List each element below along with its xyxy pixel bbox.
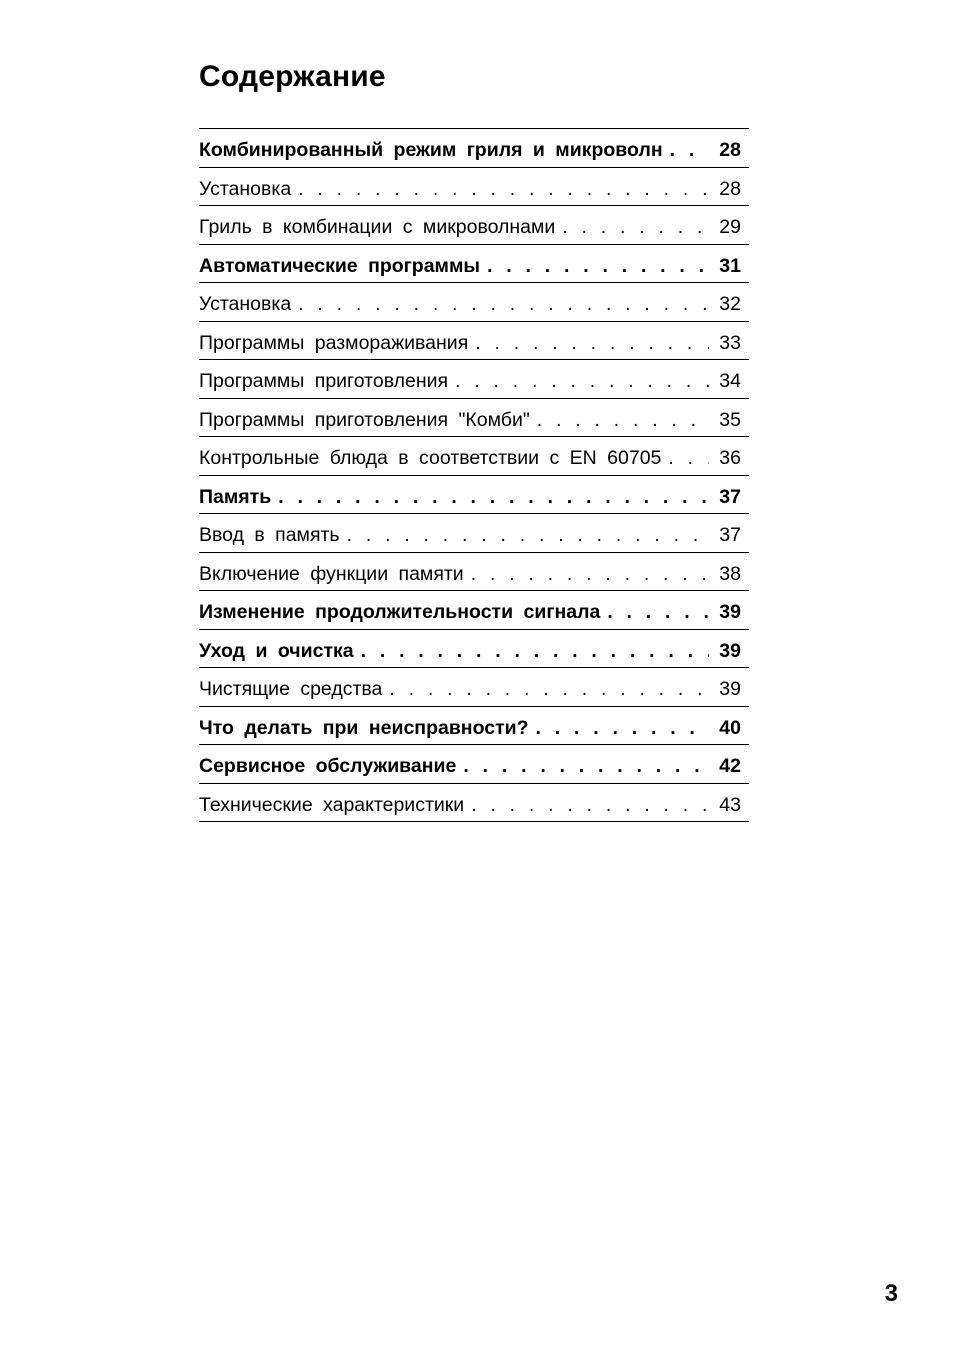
toc-dot-leader (468, 322, 709, 361)
toc-entry-page: 40 (719, 716, 741, 739)
toc-dot-leader (464, 784, 709, 823)
toc-entry-title: Изменение продолжительности сигнала (199, 601, 601, 623)
toc-entry-page: 32 (719, 293, 741, 315)
toc-entry-title: Контрольные блюда в соответствии с EN 60705 (199, 447, 662, 469)
toc-entry-title: Память (199, 485, 272, 508)
toc-entry-title: Автоматические программы (199, 254, 481, 277)
toc-dot-leader (291, 283, 709, 322)
toc-entry[interactable] (199, 245, 749, 284)
toc-entry-page: 36 (719, 447, 741, 469)
toc-entry[interactable] (199, 399, 749, 438)
toc-entry-page: 38 (719, 562, 741, 585)
toc-entry[interactable] (199, 784, 749, 823)
toc-entry[interactable] (199, 745, 749, 784)
toc-entry-title: Программы приготовления (199, 370, 449, 392)
toc-entry-page: 39 (719, 601, 741, 623)
toc-entry[interactable] (199, 514, 749, 553)
toc-entry[interactable] (199, 476, 749, 515)
toc-entry-page: 28 (719, 177, 741, 200)
toc-entry[interactable] (199, 129, 749, 168)
toc-dot-leader (530, 399, 709, 438)
toc-dot-leader (480, 245, 709, 284)
toc-entry-title: Программы приготовления "Комби" (199, 408, 530, 431)
toc-entry-title: Ввод в память (199, 524, 340, 546)
table-of-contents (199, 128, 749, 822)
toc-entry-title: Технические характеристики (199, 793, 465, 816)
toc-entry[interactable] (199, 360, 749, 399)
toc-entry-page: 42 (719, 755, 741, 777)
toc-entry[interactable] (199, 668, 749, 707)
toc-dot-leader (291, 168, 709, 207)
toc-entry-page: 37 (719, 485, 741, 508)
toc-dot-leader (464, 553, 709, 592)
toc-entry-title: Установка (199, 177, 292, 200)
toc-entry-page: 39 (719, 639, 741, 662)
toc-dot-leader (382, 668, 709, 707)
toc-entry-page: 34 (719, 370, 741, 392)
toc-entry[interactable] (199, 591, 749, 630)
toc-dot-leader (354, 630, 709, 669)
toc-entry[interactable] (199, 206, 749, 245)
toc-entry-title: Включение функции памяти (199, 562, 464, 585)
toc-entry[interactable] (199, 283, 749, 322)
toc-entry-title: Установка (199, 293, 292, 315)
toc-dot-leader (600, 591, 709, 630)
toc-entry[interactable] (199, 630, 749, 669)
toc-entry-page: 31 (719, 254, 741, 277)
toc-entry[interactable] (199, 553, 749, 592)
toc-entry-page: 43 (719, 793, 741, 816)
toc-entry[interactable] (199, 322, 749, 361)
toc-dot-leader (555, 206, 709, 245)
toc-entry[interactable] (199, 168, 749, 207)
toc-entry-title: Гриль в комбинации с микроволнами (199, 216, 556, 238)
toc-entry-title: Что делать при неисправности? (199, 716, 529, 739)
toc-entry-title: Уход и очистка (199, 639, 354, 662)
toc-entry-title: Сервисное обслуживание (199, 755, 457, 777)
toc-dot-leader (340, 514, 709, 553)
toc-dot-leader (448, 360, 709, 399)
toc-entry-title: Чистящие средства (199, 678, 383, 700)
toc-dot-leader (271, 476, 709, 515)
toc-entry-page: 33 (719, 331, 741, 354)
page-title: Содержание (199, 60, 386, 93)
page-number: 3 (884, 1280, 898, 1307)
toc-entry-page: 29 (719, 216, 741, 238)
toc-entry-page: 37 (719, 524, 741, 546)
toc-entry-title: Комбинированный режим гриля и микроволн (199, 139, 663, 161)
toc-entry-page: 39 (719, 678, 741, 700)
toc-entry[interactable] (199, 437, 749, 476)
toc-entry-page: 28 (719, 139, 741, 161)
toc-dot-leader (456, 745, 709, 784)
toc-dot-leader (661, 437, 709, 476)
toc-entry[interactable] (199, 707, 749, 746)
toc-dot-leader (663, 129, 709, 168)
toc-entry-page: 35 (719, 408, 741, 431)
toc-dot-leader (529, 707, 709, 746)
toc-entry-title: Программы размораживания (199, 331, 469, 354)
